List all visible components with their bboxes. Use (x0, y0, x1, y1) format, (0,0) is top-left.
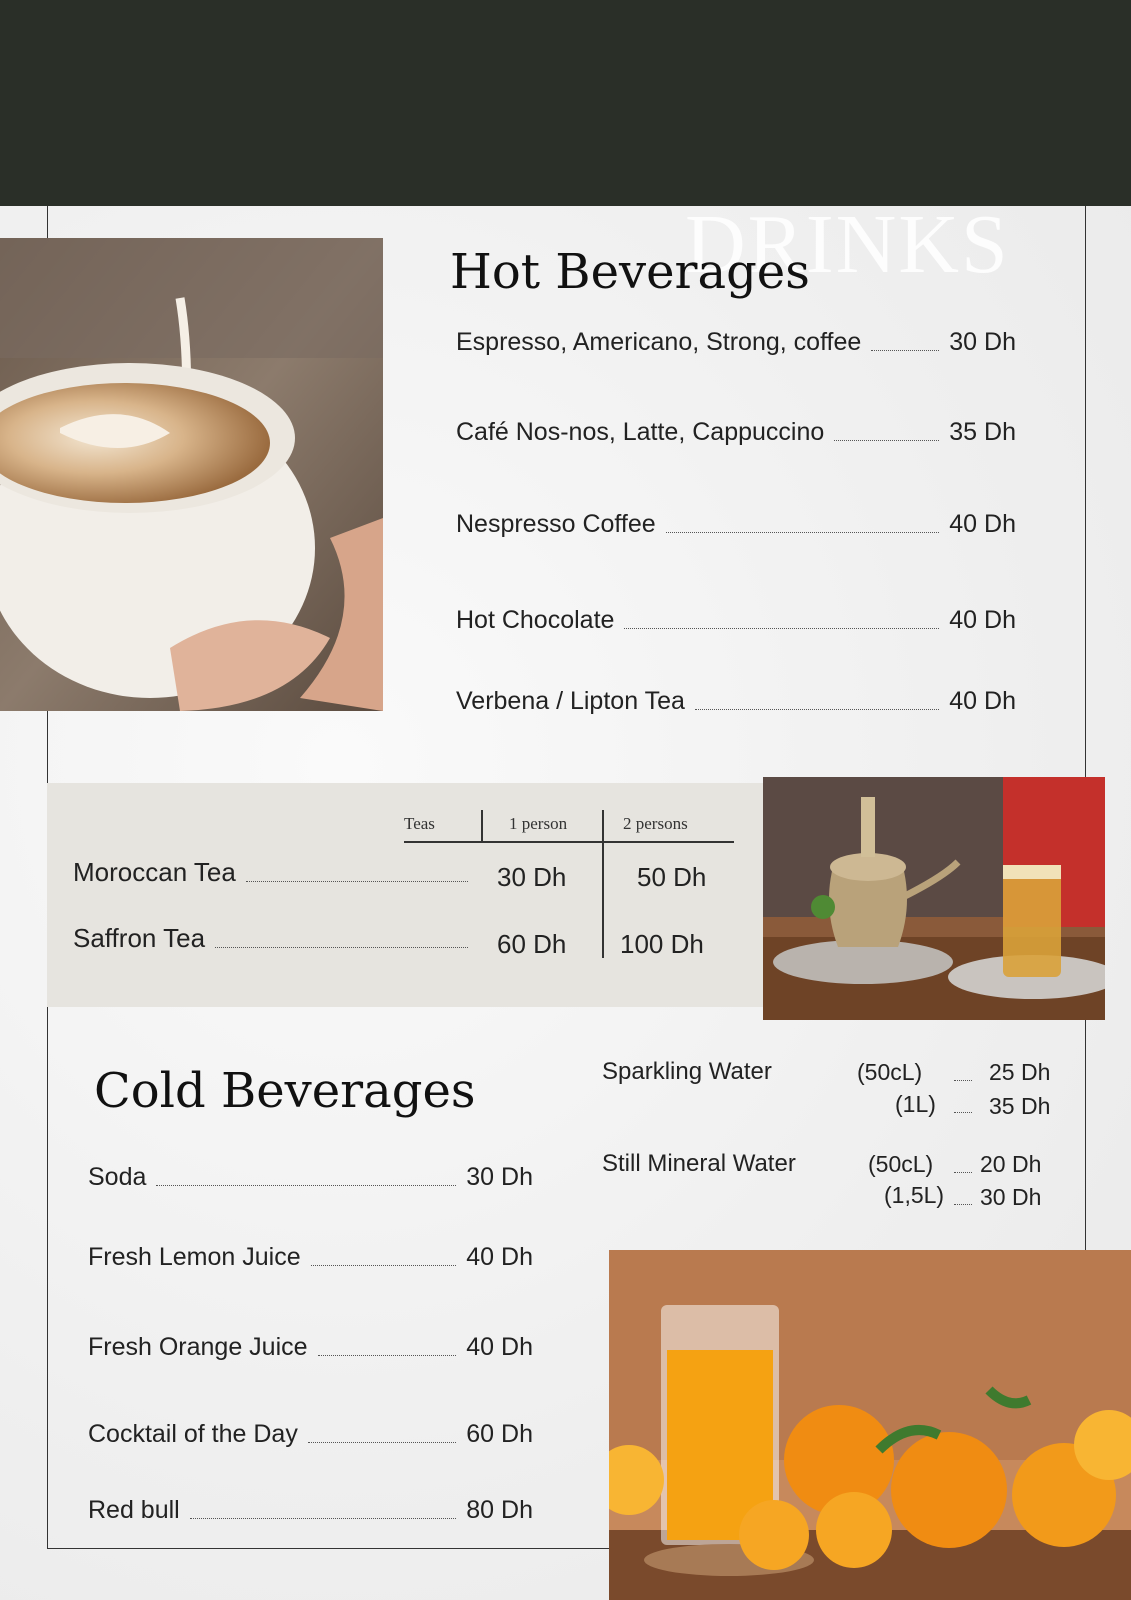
watermark-title: DRINKS (685, 198, 1010, 291)
tea-divider (481, 810, 483, 842)
item-price: 60 Dh (466, 1420, 533, 1448)
item-name: Cocktail of the Day (88, 1420, 298, 1448)
leader-dots (311, 1265, 457, 1266)
menu-item (88, 1243, 533, 1272)
item-price: 30 Dh (466, 1163, 533, 1191)
hot-beverages-title: Hot Beverages (450, 244, 810, 300)
item-name: Fresh Lemon Juice (88, 1243, 301, 1271)
tea-price-one: 30 Dh (497, 862, 567, 892)
water-size: (1L) (895, 1091, 936, 1117)
tea-row (73, 923, 478, 954)
leader-dots (666, 532, 940, 533)
item-name: Nespresso Coffee (456, 510, 656, 538)
leader-dots (954, 1112, 972, 1113)
menu-item (88, 1496, 533, 1525)
water-price: 35 Dh (989, 1093, 1051, 1119)
leader-dots (156, 1185, 456, 1186)
leader-dots (871, 350, 939, 351)
item-name: Fresh Orange Juice (88, 1333, 308, 1361)
tea-row (73, 857, 478, 888)
item-price: 35 Dh (949, 418, 1016, 446)
leader-dots (954, 1172, 972, 1173)
item-price: 40 Dh (466, 1243, 533, 1271)
water-price: 30 Dh (980, 1184, 1042, 1210)
water-price: 20 Dh (980, 1151, 1042, 1177)
menu-item (456, 687, 1016, 716)
item-price: 40 Dh (949, 687, 1016, 715)
item-name: Saffron Tea (73, 923, 206, 953)
water-price: 25 Dh (989, 1059, 1051, 1085)
menu-item (456, 328, 1016, 357)
leader-dots (695, 709, 939, 710)
menu-item (88, 1420, 533, 1449)
water-size: (1,5L) (884, 1182, 945, 1208)
orange-juice-photo (609, 1250, 1131, 1600)
item-name: Red bull (88, 1496, 180, 1524)
leader-dots (190, 1518, 457, 1519)
menu-item (88, 1333, 533, 1362)
leader-dots (246, 881, 468, 882)
leader-dots (834, 440, 939, 441)
item-name: Espresso, Americano, Strong, coffee (456, 328, 862, 356)
leader-dots (318, 1355, 457, 1356)
menu-item (456, 606, 1016, 635)
tea-price-two: 50 Dh (637, 862, 707, 892)
tea-price-two: 100 Dh (620, 929, 704, 959)
latte-photo (0, 238, 383, 711)
moroccan-tea-photo (763, 777, 1105, 1020)
leader-dots (215, 947, 468, 948)
menu-item (456, 418, 1016, 447)
leader-dots (624, 628, 939, 629)
item-price: 40 Dh (949, 606, 1016, 634)
leader-dots (954, 1080, 972, 1081)
tea-header-two-persons: 2 persons (623, 814, 688, 833)
water-size: (50cL) (868, 1151, 934, 1177)
menu-item (456, 510, 1016, 539)
cold-beverages-title: Cold Beverages (94, 1063, 476, 1119)
item-price: 80 Dh (466, 1496, 533, 1524)
leader-dots (308, 1442, 456, 1443)
tea-header-rule (404, 841, 734, 843)
item-price: 40 Dh (466, 1333, 533, 1361)
item-price: 40 Dh (949, 510, 1016, 538)
water-size: (50cL) (857, 1059, 923, 1085)
tea-header-one-person: 1 person (509, 814, 568, 833)
item-name: Verbena / Lipton Tea (456, 687, 685, 715)
water-item-name: Still Mineral Water (602, 1150, 796, 1177)
item-name: Café Nos-nos, Latte, Cappuccino (456, 418, 825, 446)
item-name: Moroccan Tea (73, 857, 236, 887)
item-name: Soda (88, 1163, 147, 1191)
item-name: Hot Chocolate (456, 606, 615, 634)
leader-dots (954, 1204, 972, 1205)
menu-item (88, 1163, 533, 1192)
tea-header-teas: Teas (404, 814, 435, 833)
water-item-name: Sparkling Water (602, 1058, 772, 1085)
header-bar (0, 0, 1131, 206)
tea-price-one: 60 Dh (497, 929, 567, 959)
item-price: 30 Dh (949, 328, 1016, 356)
tea-divider (602, 810, 604, 958)
